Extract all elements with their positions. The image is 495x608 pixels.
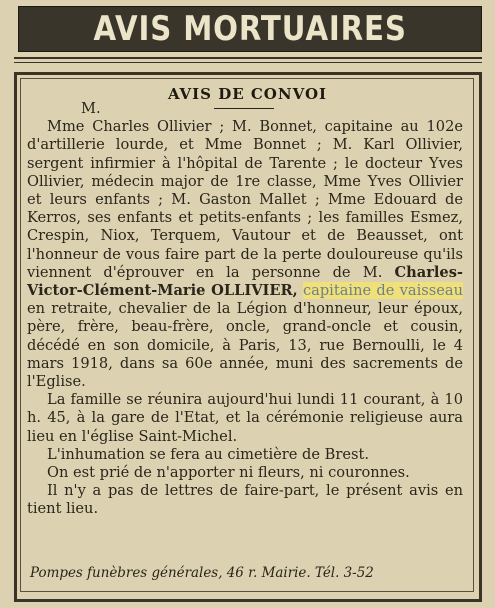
ceremony-paragraph: La famille se réunira aujourd'hui lundi 11 courant, à 10 h. 45, à la gare de l'Etat, et la cérémonie religieuse aura lieu en l'église Saint-Michel. bbox=[27, 391, 463, 445]
section-title: AVIS MORTUAIRES bbox=[93, 9, 407, 49]
notice-heading: AVIS DE CONVOI bbox=[167, 85, 328, 103]
salutation: M. bbox=[81, 100, 101, 117]
notice-body bbox=[27, 100, 463, 519]
divider-rule bbox=[14, 62, 482, 63]
highlighted-rank: capitaine de vaisseau bbox=[302, 282, 463, 300]
announcement-text-continued: en retraite, chevalier de la Légion d'honneur, leur époux, père, frère, beau-frère, oncle, grand-oncle et cousin, décédé en son domicile, à Paris, 13, rue Bernoulli, le 4 mars 1918, dans sa 60e année, muni des sacrements de l'Eglise. bbox=[27, 300, 463, 391]
deceased-name: Charles-Victor-Clément-Marie OLLIVIER, bbox=[27, 263, 463, 300]
divider-rule bbox=[14, 57, 482, 59]
faire-part-paragraph: Il n'y a pas de lettres de faire-part, le présent avis en tient lieu. bbox=[27, 482, 463, 518]
funeral-home-line: Pompes funèbres générales, 46 r. Mairie. Tél. 3-52 bbox=[30, 565, 374, 581]
announcement-paragraph bbox=[27, 118, 463, 391]
burial-paragraph: L'inhumation se fera au cimetière de Brest. bbox=[47, 445, 370, 463]
announcement-text: Mme Charles Ollivier ; M. Bonnet, capitaine au 102e d'artillerie lourde, et Mme Bonnet ; M. Karl Ollivier, sergent infirmier à l'hôpital de Tarente ; le docteur Yves Ollivier, médecin major de 1re classe, Mme Yves Ollivier et leurs enfants ; M. Gaston Mallet ; Mme Edouard de Kerros, ses enfants et petits-enfants ; les familles Esmez, Crespin, Niox, Terquem, Vautour et de Beausset, ont l'honneur de vous faire part de la perte douloureuse qu'ils viennent d'éprouver en la personne de M. bbox=[27, 118, 463, 281]
flowers-paragraph: On est prié de n'apporter ni fleurs, ni couronnes. bbox=[47, 464, 410, 482]
section-banner bbox=[18, 6, 482, 52]
